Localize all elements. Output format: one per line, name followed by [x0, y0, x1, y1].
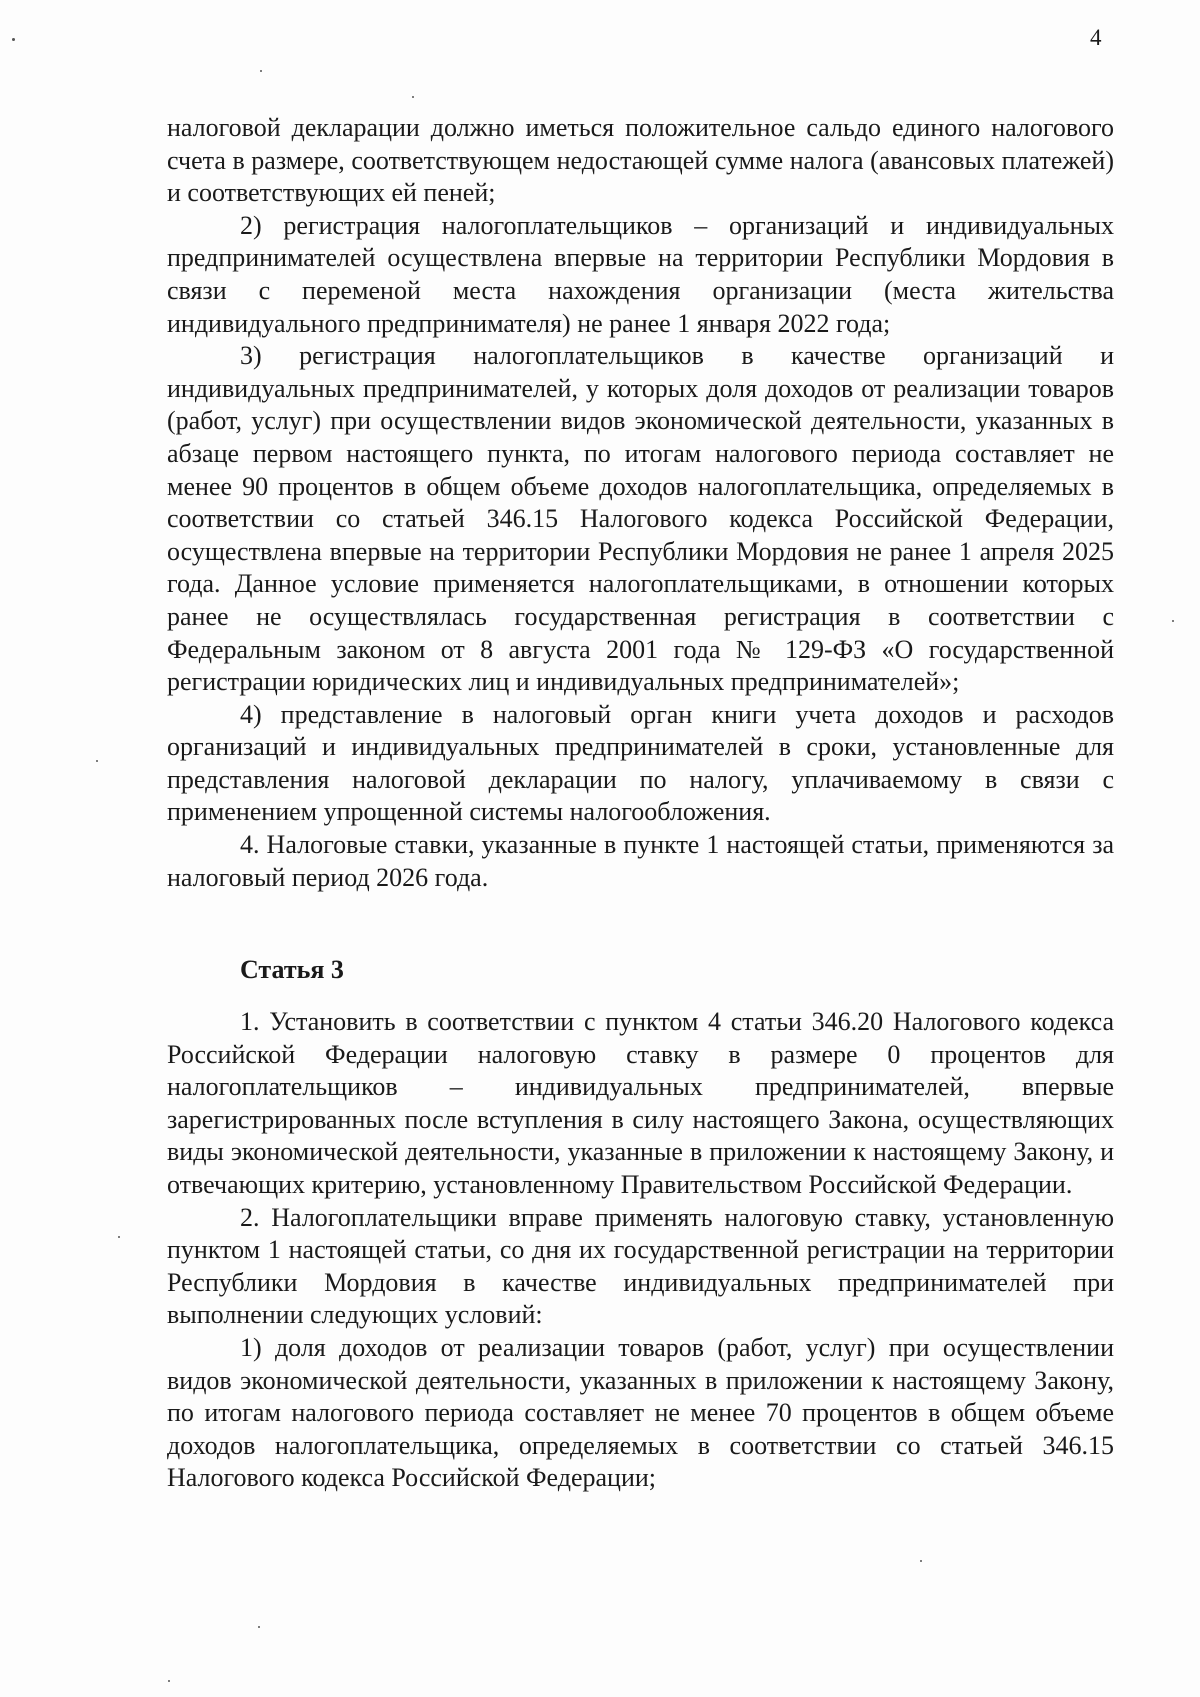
scan-speck [96, 760, 98, 762]
page-number: 4 [1090, 25, 1102, 50]
scan-speck [412, 96, 414, 98]
scan-speck [12, 38, 15, 41]
paragraph-condition-4: 4) представление в налоговый орган книги учета доходов и расходов организаций и индивидуальных предпринимателей в сроки, установленные для представления налоговой декларации по налогу, уплачиваемому в связи с применением упрощенной системы налогообложения. [167, 699, 1114, 827]
scan-speck [258, 1626, 260, 1628]
text-block-upper [167, 112, 1114, 894]
paragraph-point-4: 4. Налоговые ставки, указанные в пункте 1 настоящей статьи, применяются за налоговый период 2026 года. [167, 830, 1114, 892]
scan-speck [1172, 620, 1174, 622]
paragraph-article3-point-2: 2. Налогоплательщики вправе применять налоговую ставку, установленную пунктом 1 настоящей статьи, со дня их государственной регистрации на территории Республики Мордовия в качестве индивидуальных предпринимателей при выполнении следующих условий: [167, 1202, 1114, 1330]
paragraph-article3-condition-1: 1) доля доходов от реализации товаров (работ, услуг) при осуществлении видов экономической деятельности, указанных в приложении к настоящему Закону, по итогам налогового периода составляет не менее 70 процентов в общем объеме доходов налогоплательщика, определяемых в соответствии со статьей 346.15 Налогового кодекса Российской Федерации; [167, 1332, 1114, 1493]
scan-speck [168, 1680, 170, 1682]
scan-speck [260, 70, 262, 72]
paragraph-condition-2: 2) регистрация налогоплательщиков – организаций и индивидуальных предпринимателей осуществлена впервые на территории Республики Мордовия в связи с переменой места нахождения организации (места жительства индивидуального предпринимателя) не ранее 1 января 2022 года; [167, 210, 1114, 338]
paragraph-condition-3: 3) регистрация налогоплательщиков в качестве организаций и индивидуальных предпринимателей, у которых доля доходов от реализации товаров (работ, услуг) при осуществлении видов экономической деятельности, указанных в абзаце первом настоящего пункта, по итогам налогового периода составляет не менее 90 процентов в общем объеме доходов налогоплательщика, определяемых в соответствии со статьей 346.15 Налогового кодекса Российской Федерации, осуществлена впервые на территории Республики Мордовия не ранее 1 апреля 2025 года. Данное условие применяется налогоплательщиками, в отношении которых ранее не осуществлялась государственная регистрация в соответствии с Федеральным законом от 8 августа 2001 года № 129-ФЗ «О государственной регистрации юридических лиц и индивидуальных предпринимателей»; [167, 341, 1114, 697]
scan-speck [118, 1236, 120, 1238]
scan-speck [920, 1560, 922, 1562]
article-heading: Статья 3 [240, 955, 344, 984]
text-block-lower [167, 1006, 1114, 1495]
paragraph-article3-point-1: 1. Установить в соответствии с пунктом 4 статьи 346.20 Налогового кодекса Российской Федерации налоговую ставку в размере 0 процентов для налогоплательщиков – индивидуальных предпринимателей, впервые зарегистрированных после вступления в силу настоящего Закона, осуществляющих виды экономической деятельности, указанные в приложении к настоящему Закону, и отвечающих критерию, установленному Правительством Российской Федерации. [167, 1007, 1114, 1199]
paragraph-continuation: налоговой декларации должно иметься положительное сальдо единого налогового счета в размере, соответствующем недостающей сумме налога (авансовых платежей) и соответствующих ей пеней; [167, 113, 1114, 208]
